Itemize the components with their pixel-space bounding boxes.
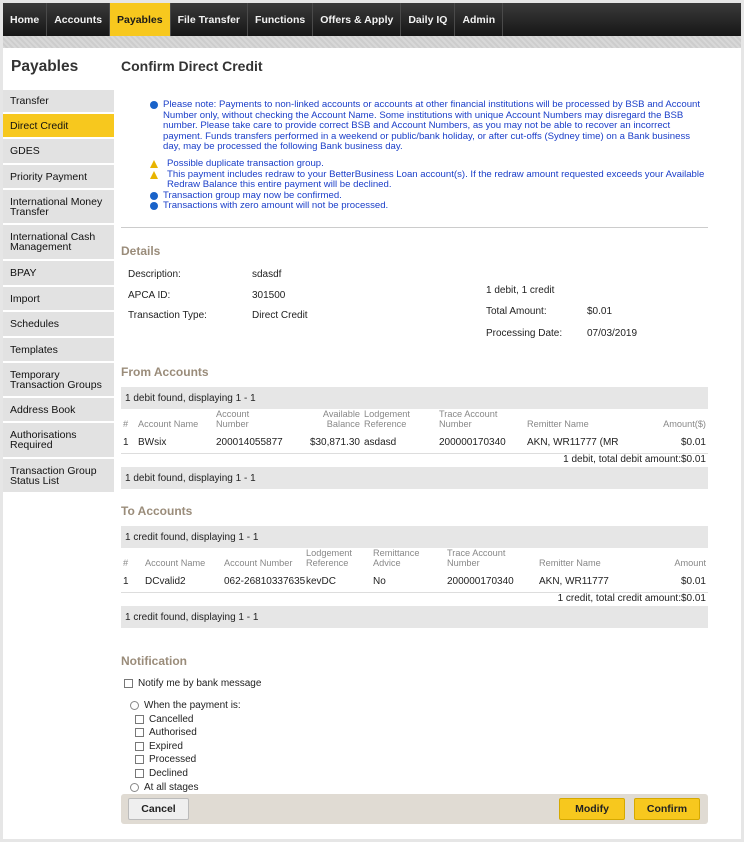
column-header: Remitter Name: [527, 418, 589, 429]
transaction-summary: 1 debit, 1 credit: [486, 285, 555, 296]
sidebar-item-international-cash-management[interactable]: International Cash Management: [3, 225, 114, 261]
authorised-checkbox[interactable]: [135, 728, 144, 737]
from-accounts-footer-bar: [121, 467, 708, 489]
from-accounts-found-bar: [121, 387, 708, 409]
sidebar-item-import[interactable]: Import: [3, 287, 114, 312]
total-amount-value: $0.01: [587, 306, 613, 317]
expired-checkbox[interactable]: [135, 742, 144, 751]
column-header: Trace Account Number: [439, 409, 498, 429]
total-amount-label: Total Amount:: [486, 306, 547, 317]
sidebar-item-temporary-transaction-groups[interactable]: Temporary Transaction Groups: [3, 363, 114, 398]
all-stages-label: At all stages: [144, 782, 199, 793]
sidebar-item-schedules[interactable]: Schedules: [3, 312, 114, 338]
all-stages-radio[interactable]: [130, 783, 139, 792]
nav-daily-iq[interactable]: Daily IQ: [401, 3, 455, 36]
to-accounts-title: To Accounts: [121, 504, 193, 518]
column-header: Remittance Advice: [373, 548, 420, 568]
notification-title: Notification: [121, 654, 187, 668]
sidebar-item-direct-credit[interactable]: Direct Credit: [3, 114, 114, 139]
table-cell: kevDC: [306, 575, 337, 587]
to-accounts-found-bar: [121, 526, 708, 548]
page-title: Confirm Direct Credit: [121, 58, 263, 74]
column-header: Trace Account Number: [447, 548, 506, 568]
message-box: [150, 100, 710, 212]
sidebar-item-authorisations-required[interactable]: Authorisations Required: [3, 423, 114, 459]
table-cell: AKN, WR11777 (MR: [527, 436, 619, 448]
table-cell: $0.01: [680, 575, 706, 587]
table-cell: $30,871.30: [309, 436, 360, 448]
declined-checkbox[interactable]: [135, 769, 144, 778]
main-content: [114, 48, 741, 839]
divider: [121, 227, 708, 228]
processed-checkbox[interactable]: [135, 755, 144, 764]
sidebar-title: Payables: [11, 58, 79, 75]
table-cell: $0.01: [680, 436, 706, 448]
column-header: Remitter Name: [539, 557, 601, 568]
sidebar-item-bpay[interactable]: BPAY: [3, 261, 114, 287]
from-accounts-found-text: 1 debit found, displaying 1 - 1: [125, 392, 256, 404]
when-payment-radio[interactable]: [130, 701, 139, 710]
when-payment-option[interactable]: [130, 700, 241, 711]
table-cell: 1: [123, 436, 129, 448]
declined-label: Declined: [149, 768, 188, 779]
column-header: Account Number: [216, 409, 250, 429]
sidebar-item-transaction-group-status-list[interactable]: Transaction Group Status List: [3, 459, 114, 494]
message-text: Please note: Payments to non-linked accounts or accounts at other financial institutions will be processed by BSB and Account Number only, without checking the Account Name. Some institutions with unique Account Numbers may disregard the BSB number. Please take care to provide correct BSB and Account Numbers, as you may not be able to recover an incorrect payment. Funds transfers performed in a weekend or public/bank holiday, or after cut-offs (Sydney time) on a Bank business day, may be processed the following Bank business day.: [163, 99, 701, 153]
description-label: Description:: [128, 269, 181, 280]
from-accounts-title: From Accounts: [121, 365, 209, 379]
nav-file-transfer[interactable]: File Transfer: [171, 3, 248, 36]
info-icon: [150, 101, 158, 109]
message-text: Possible duplicate transaction group.: [167, 157, 324, 169]
top-navigation: [3, 3, 741, 36]
table-header-row: [121, 409, 708, 431]
to-accounts-footer-bar: [121, 606, 708, 628]
to-accounts-footer-text: 1 credit found, displaying 1 - 1: [125, 611, 259, 623]
sidebar-item-priority-payment[interactable]: Priority Payment: [3, 165, 114, 190]
column-header: Account Name: [138, 418, 199, 429]
table-cell: 200014055877: [216, 436, 283, 448]
message-info: [150, 201, 710, 212]
modify-button[interactable]: Modify: [559, 798, 625, 820]
table-cell: asdasd: [364, 436, 397, 448]
table-cell: 1: [123, 575, 129, 587]
nav-accounts[interactable]: Accounts: [47, 3, 110, 36]
apca-id-label: APCA ID:: [128, 290, 171, 301]
nav-offers-apply[interactable]: Offers & Apply: [313, 3, 401, 36]
processed-option[interactable]: [135, 754, 196, 765]
sidebar-item-international-money-transfer[interactable]: International Money Transfer: [3, 190, 114, 225]
info-icon: [150, 192, 158, 200]
nav-payables[interactable]: Payables: [110, 3, 171, 36]
authorised-label: Authorised: [149, 727, 197, 738]
to-accounts-found-text: 1 credit found, displaying 1 - 1: [125, 531, 259, 543]
table-cell: DCvalid2: [145, 575, 186, 587]
info-icon: [150, 202, 158, 210]
column-header: Lodgement Reference: [306, 548, 352, 568]
table-cell: AKN, WR11777: [539, 575, 609, 587]
column-header: #: [123, 418, 129, 429]
table-cell: 062-26810337635: [224, 575, 306, 587]
message-text: Transactions with zero amount will not be processed.: [163, 200, 389, 212]
expired-option[interactable]: [135, 741, 183, 752]
cancel-button[interactable]: Cancel: [128, 798, 189, 820]
column-header: Account Number: [224, 557, 293, 568]
confirm-button[interactable]: Confirm: [634, 798, 700, 820]
notify-checkbox[interactable]: [124, 679, 133, 688]
from-accounts-table: [121, 409, 708, 453]
from-accounts-footer-text: 1 debit found, displaying 1 - 1: [125, 472, 256, 484]
sidebar-item-templates[interactable]: Templates: [3, 338, 114, 363]
table-cell: 200000170340: [447, 575, 514, 587]
description-value: sdasdf: [252, 269, 282, 280]
details-title: Details: [121, 244, 161, 258]
table-cell: 200000170340: [439, 436, 506, 448]
table-header-row: [121, 548, 708, 570]
column-header: #: [123, 557, 129, 568]
table-cell: BWsix: [138, 436, 167, 448]
apca-id-value: 301500: [252, 290, 286, 301]
table-row: [121, 570, 708, 592]
message-text: Transaction group may now be confirmed.: [163, 189, 342, 201]
notify-option[interactable]: [124, 678, 261, 689]
button-bar: [121, 794, 708, 824]
table-cell: No: [373, 575, 386, 587]
notify-label: Notify me by bank message: [138, 678, 262, 689]
sidebar-item-gdes[interactable]: GDES: [3, 139, 114, 165]
all-stages-option[interactable]: [130, 782, 198, 793]
column-header: Amount($): [663, 418, 706, 429]
cancelled-option[interactable]: [135, 714, 193, 725]
processed-label: Processed: [149, 754, 197, 765]
message-text: This payment includes redraw to your BetterBusiness Loan account(s). If the redraw amount requested exceeds your Available Redraw Balance this entire payment will be declined.: [167, 168, 705, 191]
transaction-type-value: Direct Credit: [252, 310, 308, 321]
sidebar-item-transfer[interactable]: Transfer: [3, 90, 114, 114]
cancelled-checkbox[interactable]: [135, 715, 144, 724]
nav-admin[interactable]: Admin: [455, 3, 503, 36]
declined-option[interactable]: [135, 768, 188, 779]
column-header: Account Name: [145, 557, 206, 568]
processing-date-label: Processing Date:: [486, 328, 563, 339]
table-row: [121, 431, 708, 453]
from-accounts-total: 1 debit, total debit amount:$0.01: [121, 453, 708, 467]
nav-home[interactable]: Home: [3, 3, 47, 36]
warning-icon: [150, 160, 158, 168]
when-payment-label: When the payment is:: [144, 700, 241, 711]
message-info: [150, 100, 710, 153]
cancelled-label: Cancelled: [149, 714, 194, 725]
column-header: Available Balance: [322, 409, 360, 429]
expired-label: Expired: [149, 741, 183, 752]
to-accounts-table: [121, 548, 708, 592]
processing-date-value: 07/03/2019: [587, 328, 638, 339]
header-stripe: [3, 36, 741, 48]
nav-functions[interactable]: Functions: [248, 3, 313, 36]
column-header: Amount: [674, 557, 706, 568]
transaction-type-label: Transaction Type:: [128, 310, 207, 321]
to-accounts-total: 1 credit, total credit amount:$0.01: [121, 592, 708, 606]
warning-icon: [150, 171, 158, 179]
authorised-option[interactable]: [135, 727, 197, 738]
message-warning: [150, 170, 710, 191]
sidebar: [3, 48, 114, 839]
sidebar-item-address-book[interactable]: Address Book: [3, 398, 114, 423]
message-warning: [150, 159, 710, 170]
column-header: Lodgement Reference: [364, 409, 410, 429]
